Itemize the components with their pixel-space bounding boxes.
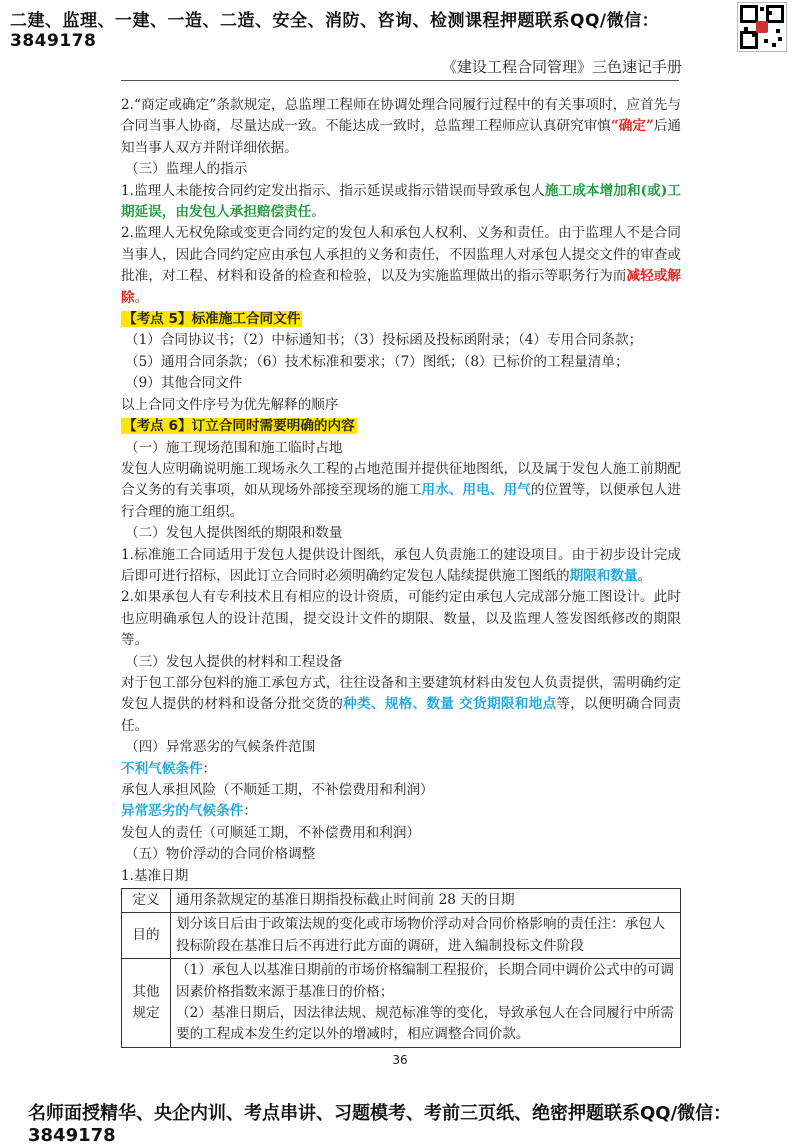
table-row: [122, 913, 681, 959]
contract-docs-line-1: （1）合同协议书；（2）中标通知书；（3）投标函及投标函附录；（4）专用合同条款；: [125, 332, 643, 349]
bottom-promo-banner: 名师面授精华、央企内训、考点串讲、习题模考、考前三页纸、绝密押题联系QQ/微信：3849178: [28, 1103, 732, 1146]
table-value-line: （2）基准日期后，因法律法规、规范标准等的变化，导致承包人在合同履行中所需要的工程成本发生约定以外的增减时，相应调整合同价款。: [176, 1005, 675, 1043]
paragraph-instruction-delay: 1.监理人未能按合同约定发出指示、指示延误或指示错误而导致承包人施工成本增加和(或)工期延误，由发包人承担赔偿责任。: [121, 182, 681, 221]
section-title-price-adjust: （五）物价浮动的合同价格调整: [125, 846, 316, 863]
table-value-cell: 通用条款规定的基准日期指投标截止时间前 28 天的日期: [171, 889, 681, 913]
table-row: [122, 959, 681, 1048]
page-number: 36: [392, 1053, 408, 1067]
adverse-weather-label: 不利气候条件：: [121, 760, 217, 777]
key-point-6-heading: 【考点 6】订立合同时需要明确的内容: [123, 418, 355, 435]
header-divider: [121, 80, 679, 81]
contract-docs-priority-note: 以上合同文件序号为优先解释的顺序: [121, 396, 339, 413]
table-value-cell: [171, 959, 681, 1048]
table-key-cell: 定义: [122, 889, 171, 913]
paragraph-drawings-2: 2.如果承包人有专利技术且有相应的设计资质，可能约定由承包人完成部分施工图设计。此时也应明确承包人的设计范围，提交设计文件的期限、数量，以及监理人签发图纸修改的期限等。: [121, 589, 681, 649]
base-date-heading: 1.基准日期: [121, 867, 189, 884]
paragraph-drawings-1: 1.标准施工合同适用于发包人提供设计图纸，承包人负责施工的建设项目。由于初步设计完成后即可进行招标，因此订立合同时必须明确约定发包人陆续提供施工图纸的期限和数量。: [121, 546, 681, 584]
table-value-cell: 划分该日后由于政策法规的变化或市场物价浮动对合同价格影响的责任注：承包人投标阶段在基准日后不再进行此方面的调研，进入编制投标文件阶段: [171, 913, 681, 959]
table-key-cell: 目的: [122, 913, 171, 959]
section-title-supervisor-instructions: （三）监理人的指示: [125, 161, 248, 178]
table-value-line: （1）承包人以基准日期前的市场价格编制工程报价，长期合同中调价公式中的可调因素价格指数来源于基准日的价格；: [176, 962, 675, 1000]
base-date-table: [121, 888, 681, 1048]
top-promo-banner: 二建、监理、一建、一造、二造、安全、消防、咨询、检测课程押题联系QQ/微信：3849178: [10, 11, 660, 51]
contract-docs-line-3: （9）其他合同文件: [125, 375, 243, 392]
section-title-drawings: （二）发包人提供图纸的期限和数量: [125, 525, 343, 542]
contract-docs-line-2: （5）通用合同条款；（6）技术标准和要求；（7）图纸；（8）已标价的工程量清单；: [125, 353, 629, 370]
book-title: 《建设工程合同管理》三色速记手册: [441, 58, 682, 76]
section-title-site-scope: （一）施工现场范围和施工临时占地: [125, 439, 343, 456]
paragraph-materials: 对于包工部分包料的施工承包方式，往往设备和主要建筑材料由发包人负责提供，需明确约定发包人提供的材料和设备分批交货的种类、规格、数量 交货期限和地点等，以便明确合同责任。: [121, 674, 682, 734]
section-title-weather: （四）异常恶劣的气候条件范围: [125, 739, 316, 756]
paragraph-consult-determine: 2.“商定或确定”条款规定，总监理工程师在协调处理合同履行过程中的有关事项时，应首先与合同当事人协商，尽量达成一致。不能达成一致时，总监理工程师应认真研究审慎“确定”后通知当事人双方并附详细依据。: [121, 97, 682, 156]
qr-code-icon: [737, 2, 787, 52]
extreme-weather-text: 发包人的责任（可顺延工期，不补偿费用和利润）: [121, 824, 421, 841]
adverse-weather-text: 承包人承担风险（不顺延工期，不补偿费用和利润）: [121, 782, 434, 798]
page-body: [121, 95, 681, 1048]
paragraph-site-scope: 发包人应明确说明施工现场永久工程的占地范围并提供征地图纸，以及属于发包人施工前期配合义务的有关事项，如从现场外部接至现场的施工用水、用电、用气的位置等，以便承包人进行合理的施工组织。: [121, 460, 682, 520]
paragraph-supervisor-no-authority: 2.监理人无权免除或变更合同约定的发包人和承包人权利、义务和责任。由于监理人不是合同当事人，因此合同约定应由承包人承担的义务和责任，不因监理人对承包人提交文件的审查或批准，对工程、材料和设备的检查和检验，以及为实施监理做出的指示等职务行为而减轻或解除。: [121, 225, 682, 306]
extreme-weather-label: 异常恶劣的气候条件：: [121, 803, 257, 820]
table-row: [122, 889, 681, 913]
section-title-materials: （三）发包人提供的材料和工程设备: [125, 653, 343, 670]
table-key-cell: 其他规定: [122, 959, 171, 1048]
key-point-5-heading: 【考点 5】标准施工合同文件: [123, 311, 301, 328]
